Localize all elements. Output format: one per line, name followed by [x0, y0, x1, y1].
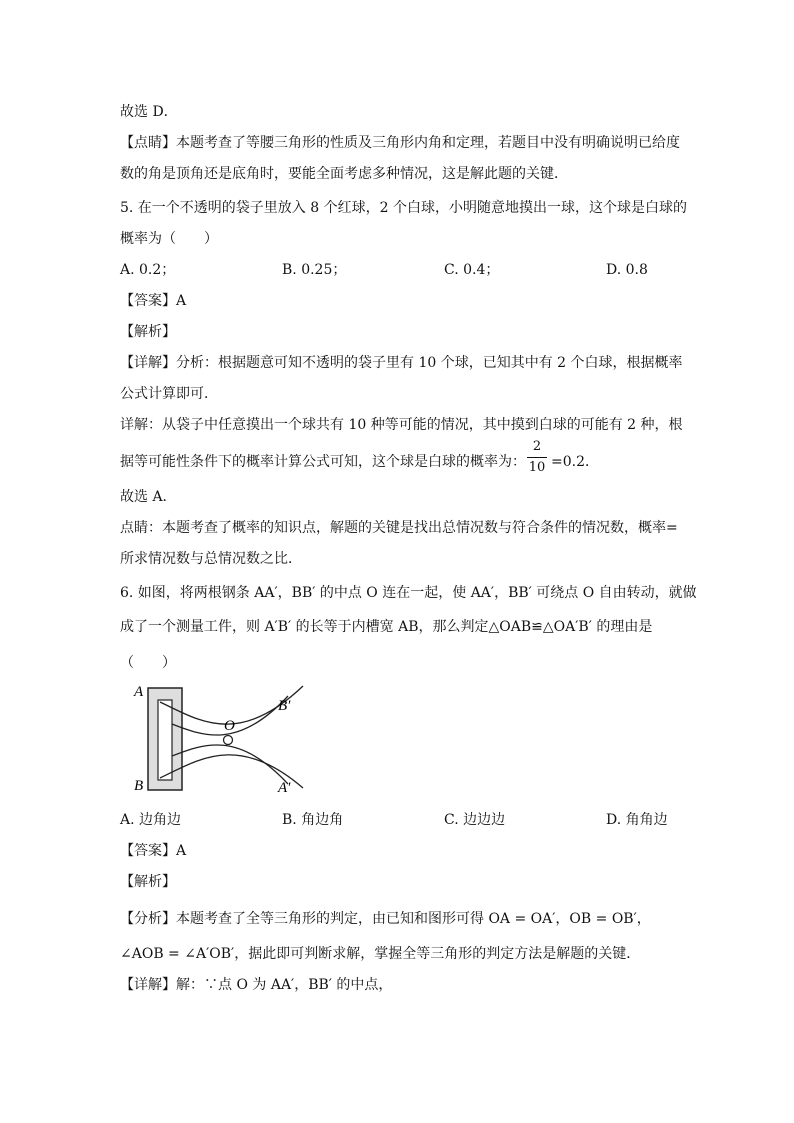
option-5-b: B. 0.25； [282, 262, 347, 278]
label-o: O [224, 718, 235, 734]
analysis-heading-6: 【解析】 [120, 874, 176, 890]
fraction-result: =0.2． [551, 454, 599, 470]
option-6-c: C. 边边边 [444, 812, 506, 828]
inner-slot [158, 700, 172, 780]
fraction-bar [527, 457, 547, 458]
solution-text: 故选 A． [120, 489, 177, 505]
option-5-a: A. 0.2； [120, 262, 176, 278]
solution-text: 点睛：本题考查了概率的知识点，解题的关键是找出总情况数与符合条件的情况数，概率= [120, 520, 678, 536]
fraction-numerator: 2 [532, 439, 542, 454]
solution-text: 【详解】解：∵点 O 为 AA′，BB′ 的中点， [120, 977, 393, 993]
analysis-text: 【分析】本题考查了全等三角形的判定，由已知和图形可得 OA = OA′，OB = OB′， [120, 911, 651, 927]
option-6-a: A. 边角边 [120, 812, 182, 828]
solution-text: 详解：从袋子中任意摸出一个球共有 10 种等可能的情况，其中摸到白球的可能有 2 种，根 [120, 417, 683, 433]
label-b: B [134, 778, 144, 794]
measuring-tool-figure [128, 680, 318, 800]
text-line: 故选 D． [120, 104, 178, 120]
solution-text: 公式计算即可． [120, 386, 218, 402]
answer-5: 【答案】A [120, 293, 187, 309]
text-line: 数的角是顶角还是底角时，要能全面考虑多种情况，这是解此题的关键． [120, 166, 568, 182]
analysis-heading-5: 【解析】 [120, 324, 176, 340]
analysis-text: ∠AOB = ∠A′OB′，据此即可判断求解，掌握全等三角形的判定方法是解题的关键． [120, 946, 641, 962]
fraction-denominator: 10 [528, 460, 546, 475]
label-b-prime: B′ [278, 698, 291, 714]
question-6-stem: （ ） [120, 655, 176, 671]
solution-text: 所求情况数与总情况数之比． [120, 551, 302, 567]
option-5-c: C. 0.4； [444, 262, 500, 278]
option-6-b: B. 角边角 [282, 812, 344, 828]
question-6-stem: 6. 如图，将两根钢条 AA′，BB′ 的中点 O 连在一起，使 AA′，BB′ 可绕点 O 自由转动，就做 [120, 585, 697, 601]
solution-text: 据等可能性条件下的概率计算公式可知，这个球是白球的概率为： [120, 454, 526, 470]
question-5-stem: 5. 在一个不透明的袋子里放入 8 个红球，2 个白球，小明随意地摸出一球，这个球是白球的 [120, 200, 687, 216]
answer-6: 【答案】A [120, 843, 187, 859]
text-line: 【点睛】本题考查了等腰三角形的性质及三角形内角和定理，若题目中没有明确说明已给度 [120, 135, 680, 151]
pivot-point-o [224, 736, 233, 745]
solution-text: 【详解】分析：根据题意可知不透明的袋子里有 10 个球，已知其中有 2 个白球，根据概率 [120, 355, 683, 371]
label-a-prime: A′ [278, 780, 291, 796]
option-5-d: D. 0.8 [606, 262, 648, 278]
question-6-stem: 成了一个测量工件，则 A′B′ 的长等于内槽宽 AB，那么判定△OAB≌△OA′B′ 的理由是 [120, 619, 653, 635]
option-6-d: D. 角角边 [606, 812, 668, 828]
question-5-stem: 概率为（ ） [120, 231, 218, 247]
label-a: A [134, 684, 144, 700]
